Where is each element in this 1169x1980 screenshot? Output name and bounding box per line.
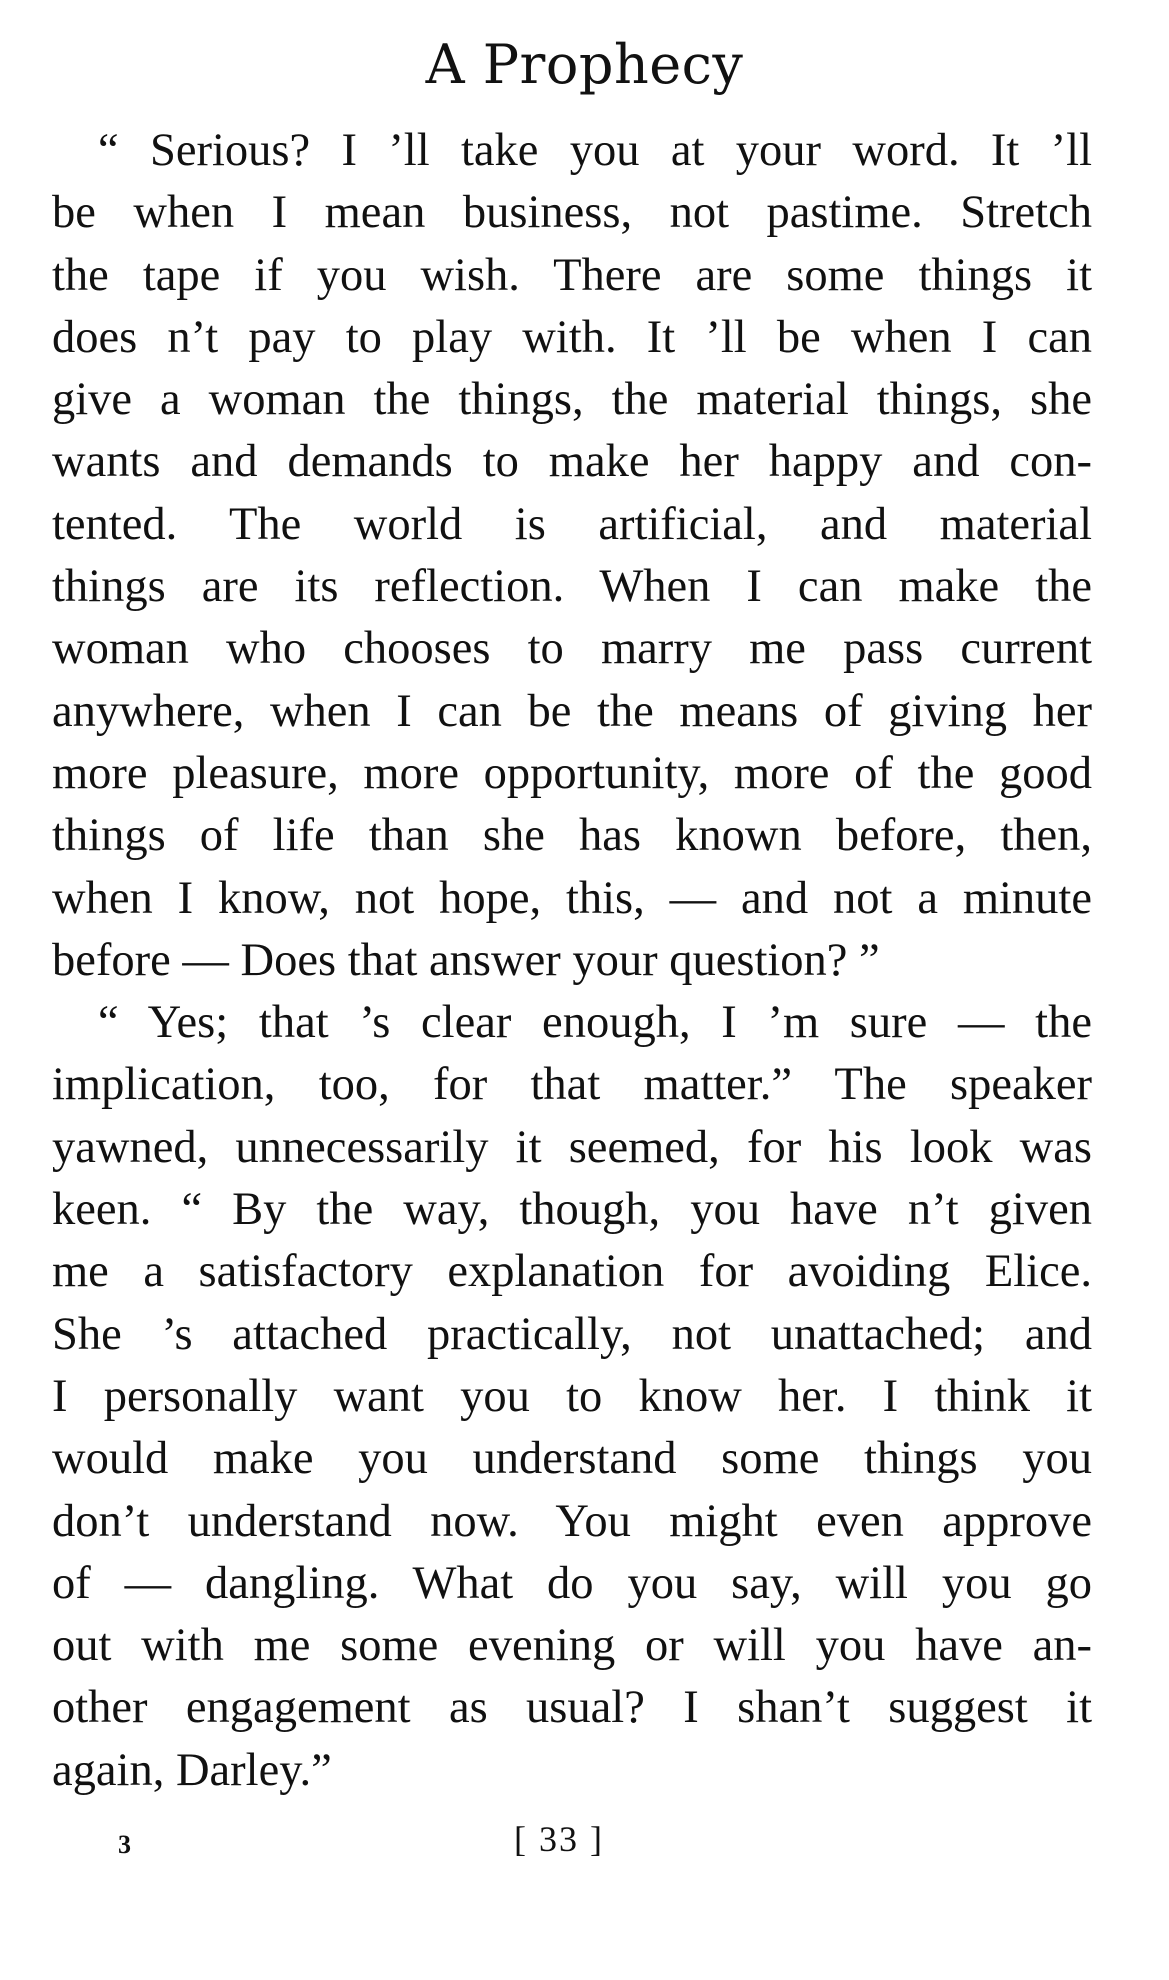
text-line: again, Darley.” xyxy=(52,1744,332,1796)
text-line: “ Serious? I ’ll take you at your word. It ’ll xyxy=(98,125,1092,176)
text-line: before — Does that answer your question? ” xyxy=(52,934,880,986)
text-line: give a woman the things, the material things, she xyxy=(52,374,1092,426)
text-line: does n’t pay to play with. It ’ll be when I can xyxy=(52,311,1092,363)
text-line: when I know, not hope, this, — and not a minute xyxy=(52,872,1092,924)
page-number: [ 33 ] xyxy=(514,1819,604,1859)
text-line: “ Yes; that ’s clear enough, I ’m sure — the xyxy=(98,997,1092,1049)
text-line: don’t understand now. You might even approve xyxy=(52,1495,1092,1547)
text-line: woman who chooses to marry me pass current xyxy=(52,623,1092,675)
text-line: wants and demands to make her happy and con- xyxy=(52,436,1092,488)
text-line: more pleasure, more opportunity, more of the good xyxy=(52,747,1092,799)
text-line: of — dangling. What do you say, will you go xyxy=(52,1557,1092,1609)
signature-mark: 3 xyxy=(118,1830,131,1859)
text-line: keen. “ By the way, though, you have n’t given xyxy=(52,1184,1092,1236)
text-line: be when I mean business, not pastime. Stretch xyxy=(52,187,1092,239)
text-line: tented. The world is artificial, and material xyxy=(52,498,1092,550)
text-line: would make you understand some things you xyxy=(52,1433,1092,1485)
text-line: She ’s attached practically, not unattached; and xyxy=(52,1308,1092,1360)
text-line: out with me some evening or will you have an- xyxy=(52,1620,1092,1672)
body-text xyxy=(52,120,1092,1802)
text-line: other engagement as usual? I shan’t suggest it xyxy=(52,1682,1092,1734)
text-line: anywhere, when I can be the means of giving her xyxy=(52,685,1092,737)
text-line: things are its reflection. When I can make the xyxy=(52,561,1092,613)
text-line: yawned, unnecessarily it seemed, for his look was xyxy=(52,1121,1092,1173)
text-line: the tape if you wish. There are some things it xyxy=(52,249,1092,301)
text-line: things of life than she has known before, then, xyxy=(52,810,1092,862)
text-line: I personally want you to know her. I think it xyxy=(52,1370,1092,1422)
text-line: implication, too, for that matter.” The speaker xyxy=(52,1059,1092,1111)
chapter-title: A Prophecy xyxy=(425,33,744,96)
text-line: me a satisfactory explanation for avoiding Elice. xyxy=(52,1246,1092,1298)
